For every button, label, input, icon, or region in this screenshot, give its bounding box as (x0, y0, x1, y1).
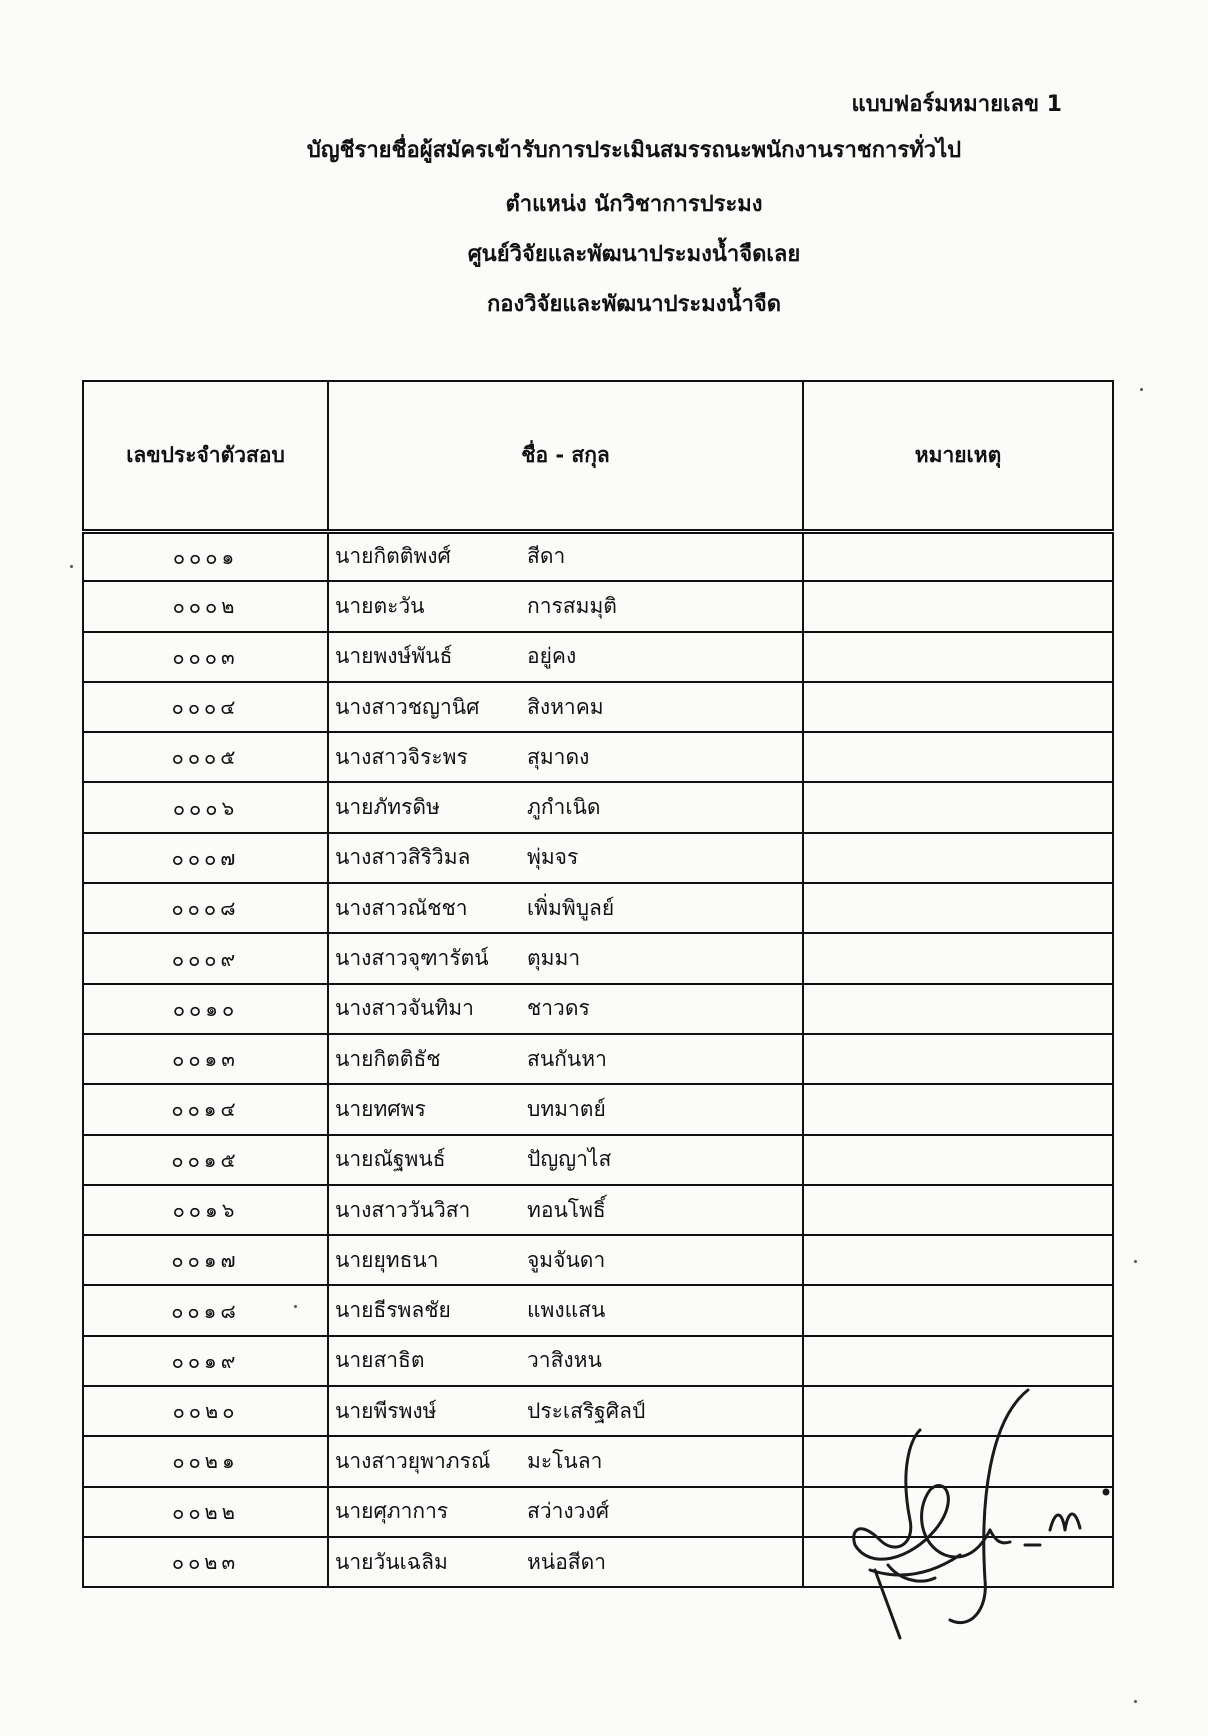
exam-id-cell: ๐๐๐๘ (83, 883, 328, 933)
last-name: มะโนลา (527, 1448, 603, 1473)
full-name-cell (328, 984, 803, 1034)
remark-cell (803, 1235, 1113, 1285)
first-name: นายยุทธนา (335, 1247, 439, 1272)
last-name: บทมาตย์ (527, 1096, 606, 1121)
scan-speck (1134, 1700, 1137, 1703)
last-name: หน่อสีดา (527, 1549, 607, 1574)
first-name: นายพงษ์พันธ์ (335, 644, 453, 669)
first-name: นายกิตติธัช (335, 1046, 441, 1071)
remark-cell (803, 833, 1113, 883)
scan-speck (294, 1305, 297, 1308)
exam-id-cell: ๐๐๒๑ (83, 1436, 328, 1486)
first-name: นายศุภาการ (335, 1499, 449, 1524)
form-number: แบบฟอร์มหมายเลข 1 (851, 92, 1062, 117)
last-name: พุ่มจร (527, 845, 579, 870)
header-remark: หมายเหตุ (803, 381, 1113, 531)
exam-id-cell: ๐๐๐๒ (83, 581, 328, 631)
last-name: ภูกำเนิด (527, 795, 601, 820)
table-row (83, 883, 1113, 933)
exam-id-cell: ๐๐๑๕ (83, 1135, 328, 1185)
remark-cell (803, 782, 1113, 832)
remark-cell (803, 1285, 1113, 1335)
exam-id-cell: ๐๐๐๓ (83, 632, 328, 682)
exam-id-cell: ๐๐๑๔ (83, 1084, 328, 1134)
full-name-cell (328, 1436, 803, 1486)
first-name: นายวันเฉลิม (335, 1549, 448, 1574)
remark-cell (803, 632, 1113, 682)
table-row (83, 833, 1113, 883)
header-full-name: ชื่อ - สกุล (328, 381, 803, 531)
table-row (83, 782, 1113, 832)
first-name: นายทศพร (335, 1096, 426, 1121)
division-name: กองวิจัยและพัฒนาประมงน้ำจืด (486, 292, 782, 317)
exam-id-cell: ๐๐๐๑ (83, 531, 328, 581)
full-name-cell (328, 1185, 803, 1235)
center-name: ศูนย์วิจัยและพัฒนาประมงน้ำจืดเลย (467, 242, 801, 267)
exam-id-cell: ๐๐๐๕ (83, 732, 328, 782)
full-name-cell (328, 1084, 803, 1134)
exam-id-cell: ๐๐๑๙ (83, 1336, 328, 1386)
full-name-cell (328, 581, 803, 631)
exam-id-cell: ๐๐๐๗ (83, 833, 328, 883)
table-row (83, 632, 1113, 682)
exam-id-cell: ๐๐๒๒ (83, 1487, 328, 1537)
exam-id-cell: ๐๐๒๓ (83, 1537, 328, 1587)
table-row (83, 1185, 1113, 1235)
remark-cell (803, 1135, 1113, 1185)
remark-cell (803, 984, 1113, 1034)
remark-cell (803, 883, 1113, 933)
first-name: นางสาวจันทิมา (335, 996, 474, 1021)
first-name: นางสาววันวิสา (335, 1197, 471, 1222)
exam-id-cell: ๐๐๑๘ (83, 1285, 328, 1335)
last-name: การสมมุติ (527, 593, 617, 618)
remark-cell (803, 933, 1113, 983)
table-row (83, 1135, 1113, 1185)
remark-cell (803, 531, 1113, 581)
full-name-cell (328, 933, 803, 983)
table-row (83, 1285, 1113, 1335)
full-name-cell (328, 531, 803, 581)
last-name: สิงหาคม (527, 694, 604, 719)
first-name: นายสาธิต (335, 1348, 425, 1373)
table-row (83, 581, 1113, 631)
remark-cell (803, 682, 1113, 732)
last-name: ปัญญาไส (527, 1147, 612, 1172)
table-row (83, 531, 1113, 581)
full-name-cell (328, 632, 803, 682)
first-name: นายธีรพลชัย (335, 1298, 451, 1323)
exam-id-cell: ๐๐๑๐ (83, 984, 328, 1034)
last-name: ประเสริฐศิลป์ (527, 1398, 646, 1423)
full-name-cell (328, 1285, 803, 1335)
first-name: นางสาวณัชชา (335, 895, 468, 920)
full-name-cell (328, 682, 803, 732)
last-name: สนกันหา (527, 1046, 607, 1071)
last-name: ทอนโพธิ์ (527, 1197, 606, 1222)
exam-id-cell: ๐๐๐๔ (83, 682, 328, 732)
last-name: แพงแสน (527, 1298, 606, 1323)
first-name: นายกิตติพงศ์ (335, 544, 451, 569)
first-name: นายณัฐพนธ์ (335, 1147, 446, 1172)
first-name: นางสาวจุฑารัตน์ (335, 946, 489, 971)
table-row (83, 984, 1113, 1034)
last-name: สีดา (527, 544, 566, 569)
full-name-cell (328, 1537, 803, 1587)
table-row (83, 682, 1113, 732)
remark-cell (803, 581, 1113, 631)
full-name-cell (328, 1336, 803, 1386)
exam-id-cell: ๐๐๑๗ (83, 1235, 328, 1285)
first-name: นายตะวัน (335, 593, 425, 618)
remark-cell (803, 1185, 1113, 1235)
first-name: นางสาวสิริวิมล (335, 845, 471, 870)
scan-speck (1140, 388, 1143, 391)
last-name: วาสิงหน (527, 1348, 602, 1373)
first-name: นางสาวจิระพร (335, 744, 468, 769)
first-name: นายภัทรดิษ (335, 795, 440, 820)
table-row (83, 933, 1113, 983)
document-title: บัญชีรายชื่อผู้สมัครเข้ารับการประเมินสมรรถนะพนักงานราชการทั่วไป (306, 138, 962, 163)
full-name-cell (328, 1135, 803, 1185)
remark-cell (803, 732, 1113, 782)
exam-id-cell: ๐๐๐๖ (83, 782, 328, 832)
header-exam-id: เลขประจำตัวสอบ (83, 381, 328, 531)
full-name-cell (328, 1487, 803, 1537)
table-row (83, 1034, 1113, 1084)
table-row (83, 1084, 1113, 1134)
first-name: นางสาวชญานิศ (335, 694, 480, 719)
full-name-cell (328, 732, 803, 782)
last-name: จูมจันดา (527, 1247, 606, 1272)
signature (840, 1380, 1140, 1670)
full-name-cell (328, 1235, 803, 1285)
last-name: ตุมมา (527, 946, 581, 971)
last-name: ชาวดร (527, 996, 590, 1021)
table-row (83, 732, 1113, 782)
last-name: สุมาดง (527, 744, 590, 769)
table-row (83, 1336, 1113, 1386)
full-name-cell (328, 782, 803, 832)
full-name-cell (328, 833, 803, 883)
scan-speck (1134, 1260, 1137, 1263)
scan-speck (70, 565, 73, 568)
remark-cell (803, 1336, 1113, 1386)
remark-cell (803, 1084, 1113, 1134)
full-name-cell (328, 1034, 803, 1084)
last-name: อยู่คง (527, 644, 577, 669)
exam-id-cell: ๐๐๒๐ (83, 1386, 328, 1436)
exam-id-cell: ๐๐๐๙ (83, 933, 328, 983)
first-name: นายพีรพงษ์ (335, 1398, 437, 1423)
full-name-cell (328, 1386, 803, 1436)
table-row (83, 1235, 1113, 1285)
last-name: สว่างวงศ์ (527, 1499, 610, 1524)
exam-id-cell: ๐๐๑๖ (83, 1185, 328, 1235)
position-title: ตำแหน่ง นักวิชาการประมง (505, 192, 763, 217)
last-name: เพิ่มพิบูลย์ (527, 895, 615, 920)
remark-cell (803, 1034, 1113, 1084)
table-header-row (83, 381, 1113, 531)
first-name: นางสาวยุพาภรณ์ (335, 1448, 491, 1473)
full-name-cell (328, 883, 803, 933)
exam-id-cell: ๐๐๑๓ (83, 1034, 328, 1084)
